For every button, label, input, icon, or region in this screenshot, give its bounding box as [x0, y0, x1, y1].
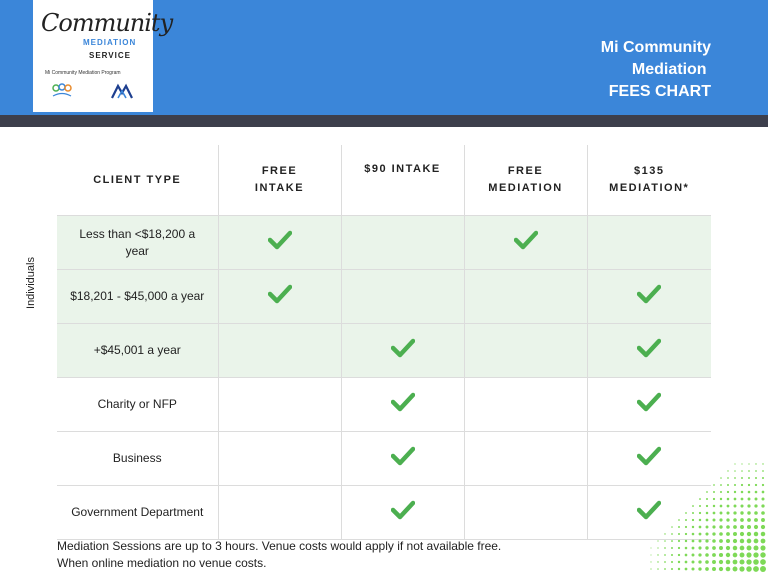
- footnote: [57, 538, 501, 572]
- fee-cell: [218, 432, 341, 486]
- title-line-2: Mediation: [631, 61, 711, 78]
- logo-line-service: SERVICE: [89, 51, 131, 60]
- mountain-logo-icon: [111, 83, 133, 99]
- title-line-1: Mi Community: [600, 39, 711, 56]
- check-icon: [391, 446, 415, 466]
- fee-cell: [587, 378, 711, 432]
- fee-cell: [218, 216, 341, 270]
- client-type-cell: Business: [57, 432, 218, 486]
- table-row: [57, 378, 711, 432]
- fee-cell: [587, 324, 711, 378]
- header-135-mediation: $135 MEDIATION*: [587, 145, 711, 216]
- fee-cell: [464, 378, 587, 432]
- header-free-mediation: FREE MEDIATION: [464, 145, 587, 216]
- client-type-cell: $18,201 - $45,000 a year: [57, 270, 218, 324]
- logo: [33, 0, 173, 112]
- fee-cell: [341, 486, 464, 540]
- fee-cell: [464, 486, 587, 540]
- header-stripe: [0, 115, 768, 127]
- check-icon: [391, 392, 415, 412]
- fee-cell: [464, 324, 587, 378]
- client-type-cell: Charity or NFP: [57, 378, 218, 432]
- fee-cell: [464, 216, 587, 270]
- check-icon: [637, 284, 661, 304]
- fee-cell: [218, 486, 341, 540]
- fee-cell: [218, 324, 341, 378]
- side-label-individuals: Individuals: [25, 257, 37, 309]
- table-row: [57, 324, 711, 378]
- halftone-dots-decoration: [640, 460, 768, 576]
- fee-cell: [218, 270, 341, 324]
- check-icon: [391, 338, 415, 358]
- table-row: [57, 432, 711, 486]
- fee-cell: [341, 378, 464, 432]
- table-row: [57, 270, 711, 324]
- check-icon: [268, 284, 292, 304]
- fee-cell: [587, 216, 711, 270]
- fee-cell: [341, 270, 464, 324]
- fee-cell: [587, 270, 711, 324]
- table-row: [57, 216, 711, 270]
- logo-line-mediation: MEDIATION: [83, 38, 137, 47]
- check-icon: [268, 230, 292, 250]
- table-header-row: [57, 145, 711, 216]
- fee-cell: [464, 270, 587, 324]
- header-90-intake: $90 INTAKE: [341, 145, 464, 216]
- header-client-type: CLIENT TYPE: [93, 173, 182, 186]
- client-type-cell: +$45,001 a year: [57, 324, 218, 378]
- table-row: [57, 486, 711, 540]
- footnote-line-1: Mediation Sessions are up to 3 hours. Venue costs would apply if not available free.: [57, 539, 502, 553]
- header-banner: [0, 0, 768, 115]
- fee-cell: [464, 432, 587, 486]
- check-icon: [514, 230, 538, 250]
- client-type-cell: Government Department: [57, 486, 218, 540]
- header-free-intake: FREE INTAKE: [218, 145, 341, 216]
- check-icon: [391, 500, 415, 520]
- client-type-cell: Less than <$18,200 a year: [57, 216, 218, 270]
- people-icon: [51, 83, 73, 99]
- check-icon: [637, 392, 661, 412]
- page-title: [601, 37, 711, 103]
- fee-cell: [218, 378, 341, 432]
- fee-cell: [341, 216, 464, 270]
- title-line-3: FEES CHART: [608, 83, 711, 100]
- check-icon: [637, 338, 661, 358]
- logo-program-name: Mi Community Mediation Program: [45, 70, 121, 76]
- footnote-line-2: When online mediation no venue costs.: [57, 556, 267, 570]
- logo-script-text: Community: [41, 9, 173, 37]
- fee-cell: [341, 324, 464, 378]
- fees-table: [57, 145, 711, 540]
- fee-cell: [341, 432, 464, 486]
